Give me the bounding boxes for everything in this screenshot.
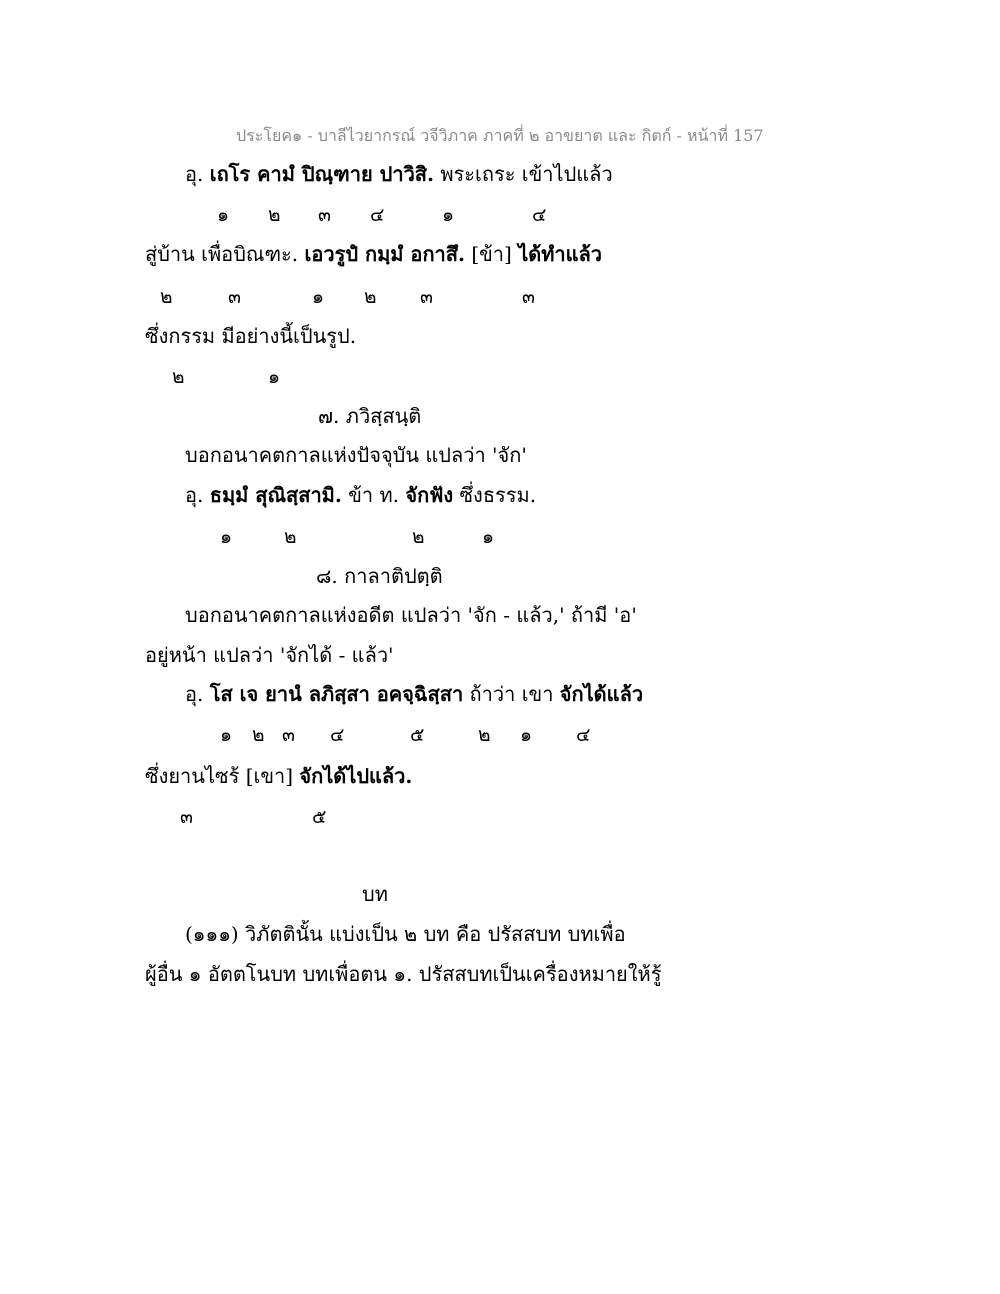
- section-description: บอกอนาคตกาลแห่งปัจจุบัน แปลว่า 'จัก': [185, 443, 527, 467]
- bracket-note: [เขา]: [245, 764, 294, 788]
- example-prefix: อุ.: [185, 682, 204, 706]
- example-prefix: อุ.: [185, 162, 204, 186]
- pali-text: ธมฺมํ สุณิสฺสามิ.: [209, 483, 342, 507]
- page-header: ประโยค๑ - บาลีไวยากรณ์ วจีวิภาค ภาคที่ ๒ อาขยาต และ กิตก์ - หน้าที่ 157: [236, 126, 764, 145]
- thai-translation: ซึ่งยานไซร้: [145, 764, 240, 788]
- example-line: [185, 481, 536, 509]
- pali-text: เถโร คามํ ปิณฺฑาย ปาวิสิ.: [209, 162, 434, 186]
- example-line: [185, 680, 643, 708]
- section-heading: บท: [362, 882, 388, 906]
- bracket-note: [ข้า]: [471, 242, 512, 266]
- example-line: [185, 160, 613, 188]
- word-number: ๒: [172, 366, 185, 388]
- example-line: [145, 240, 602, 268]
- word-number: ๑: [442, 204, 455, 226]
- word-number: ๒: [252, 724, 265, 746]
- thai-translation: ถ้าว่า เขา: [469, 682, 554, 706]
- example-prefix: อุ.: [185, 483, 204, 507]
- word-number: ๓: [420, 286, 433, 308]
- paragraph-line: (๑๑๑) วิภัตตินั้น แบ่งเป็น ๒ บท คือ ปรัสสบท บทเพื่อ: [185, 922, 626, 946]
- example-line: [145, 762, 412, 790]
- word-number: ๔: [576, 724, 591, 746]
- thai-translation: ซึ่งกรรม มีอย่างนี้เป็นรูป.: [145, 324, 357, 348]
- word-number: ๔: [330, 724, 345, 746]
- word-number: ๓: [522, 286, 535, 308]
- thai-translation: พระเถระ เข้าไปแล้ว: [440, 162, 613, 186]
- word-number: ๑: [268, 366, 281, 388]
- thai-translation: จักได้ไปแล้ว.: [299, 764, 413, 788]
- thai-translation: สู่บ้าน เพื่อบิณฑะ.: [145, 242, 299, 266]
- thai-translation: ได้ทำแล้ว: [518, 242, 603, 266]
- word-number: ๒: [268, 204, 281, 226]
- word-number: ๒: [478, 724, 491, 746]
- word-number: ๓: [228, 286, 241, 308]
- thai-translation: จักได้แล้ว: [559, 682, 644, 706]
- word-number: ๓: [180, 806, 193, 828]
- section-heading: ๘. กาลาติปตฺติ: [316, 564, 443, 588]
- section-heading: ๗. ภวิสฺสนฺติ: [318, 404, 422, 428]
- pali-text: โส เจ ยานํ ลภิสฺสา อคจฺฉิสฺสา: [209, 682, 464, 706]
- word-number: ๑: [520, 724, 533, 746]
- word-number: ๑: [220, 526, 233, 548]
- word-number: ๕: [312, 806, 327, 828]
- paragraph-line: ผู้อื่น ๑ อัตตโนบท บทเพื่อตน ๑. ปรัสสบทเป็นเครื่องหมายให้รู้: [145, 962, 662, 986]
- word-number: ๔: [370, 204, 385, 226]
- word-number: ๓: [282, 724, 295, 746]
- word-number: ๔: [532, 204, 547, 226]
- word-number: ๑: [482, 526, 495, 548]
- word-number: ๓: [318, 204, 331, 226]
- pali-text: เอวรูปํ กมฺมํ อกาสึ.: [304, 242, 465, 266]
- word-number: ๒: [160, 286, 173, 308]
- thai-translation: ข้า ท.: [348, 483, 399, 507]
- thai-translation: จักฟัง: [405, 483, 454, 507]
- word-number: ๒: [364, 286, 377, 308]
- word-number: ๕: [410, 724, 425, 746]
- thai-translation: ซึ่งธรรม.: [459, 483, 537, 507]
- section-description: บอกอนาคตกาลแห่งอดีต แปลว่า 'จัก - แล้ว,' ถ้ามี 'อ': [185, 603, 637, 627]
- word-number: ๑: [220, 724, 233, 746]
- word-number: ๒: [284, 526, 297, 548]
- word-number: ๑: [217, 204, 230, 226]
- word-number: ๒: [412, 526, 425, 548]
- word-number: ๑: [312, 286, 325, 308]
- section-description: อยู่หน้า แปลว่า 'จักได้ - แล้ว': [145, 643, 394, 667]
